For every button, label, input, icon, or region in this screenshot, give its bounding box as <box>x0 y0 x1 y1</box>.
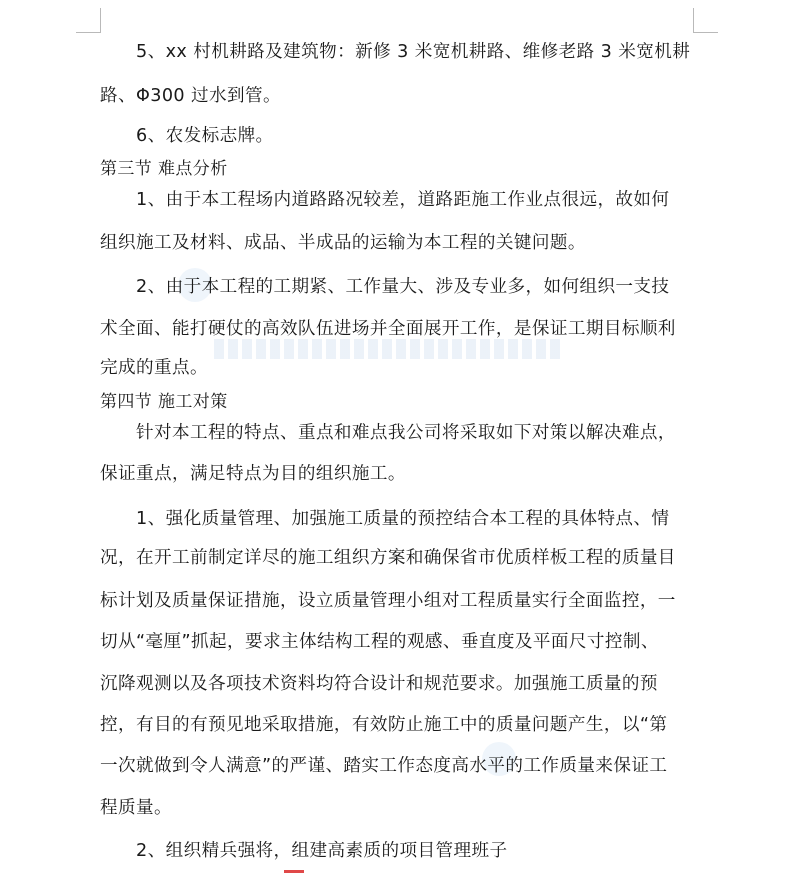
paragraph-line: 程质量。 <box>100 798 172 818</box>
paragraph-line: 控，有目的有预见地采取措施，有效防止施工中的质量问题产生，以“第 <box>100 715 668 735</box>
paragraph-line: 保证重点，满足特点为目的组织施工。 <box>100 464 406 484</box>
paragraph-line: 术全面、能打硬仗的高效队伍进场并全面展开工作，是保证工期目标顺利 <box>100 319 676 339</box>
section-heading: 第三节 难点分析 <box>100 159 228 179</box>
paragraph-line: 沉降观测以及各项技术资料均符合设计和规范要求。加强施工质量的预 <box>100 674 658 694</box>
paragraph-line: 路、Φ300 过水到管。 <box>100 86 281 106</box>
page-corner-mark-top-right <box>693 8 718 33</box>
paragraph-line: 针对本工程的特点、重点和难点我公司将采取如下对策以解决难点， <box>136 423 676 443</box>
watermark-strip <box>214 339 560 359</box>
paragraph-line: 切从“毫厘”抓起，要求主体结构工程的观感、垂直度及平面尺寸控制、 <box>100 632 659 652</box>
paragraph-line: 5、xx 村机耕路及建筑物：新修 3 米宽机耕路、维修老路 3 米宽机耕 <box>136 42 691 62</box>
page-corner-mark-top-left <box>76 8 101 33</box>
paragraph-line: 标计划及质量保证措施，设立质量管理小组对工程质量实行全面监控，一 <box>100 591 676 611</box>
paragraph-line: 完成的重点。 <box>100 358 208 378</box>
paragraph-line: 一次就做到令人满意”的严谨、踏实工作态度高水平的工作质量来保证工 <box>100 756 668 776</box>
paragraph-line: 组织施工及材料、成品、半成品的运输为本工程的关键问题。 <box>100 233 586 253</box>
paragraph-line: 2、组织精兵强将，组建高素质的项目管理班子 <box>136 841 508 861</box>
section-heading: 第四节 施工对策 <box>100 392 228 412</box>
paragraph-line: 1、强化质量管理、加强施工质量的预控结合本工程的具体特点、情 <box>136 509 670 529</box>
bottom-marker <box>284 870 304 873</box>
paragraph-line: 6、农发标志牌。 <box>136 126 274 146</box>
paragraph-line: 1、由于本工程场内道路路况较差，道路距施工作业点很远，故如何 <box>136 190 670 210</box>
paragraph-line: 2、由于本工程的工期紧、工作量大、涉及专业多，如何组织一支技 <box>136 277 670 297</box>
paragraph-line: 况，在开工前制定详尽的施工组织方案和确保省市优质样板工程的质量目 <box>100 548 676 568</box>
